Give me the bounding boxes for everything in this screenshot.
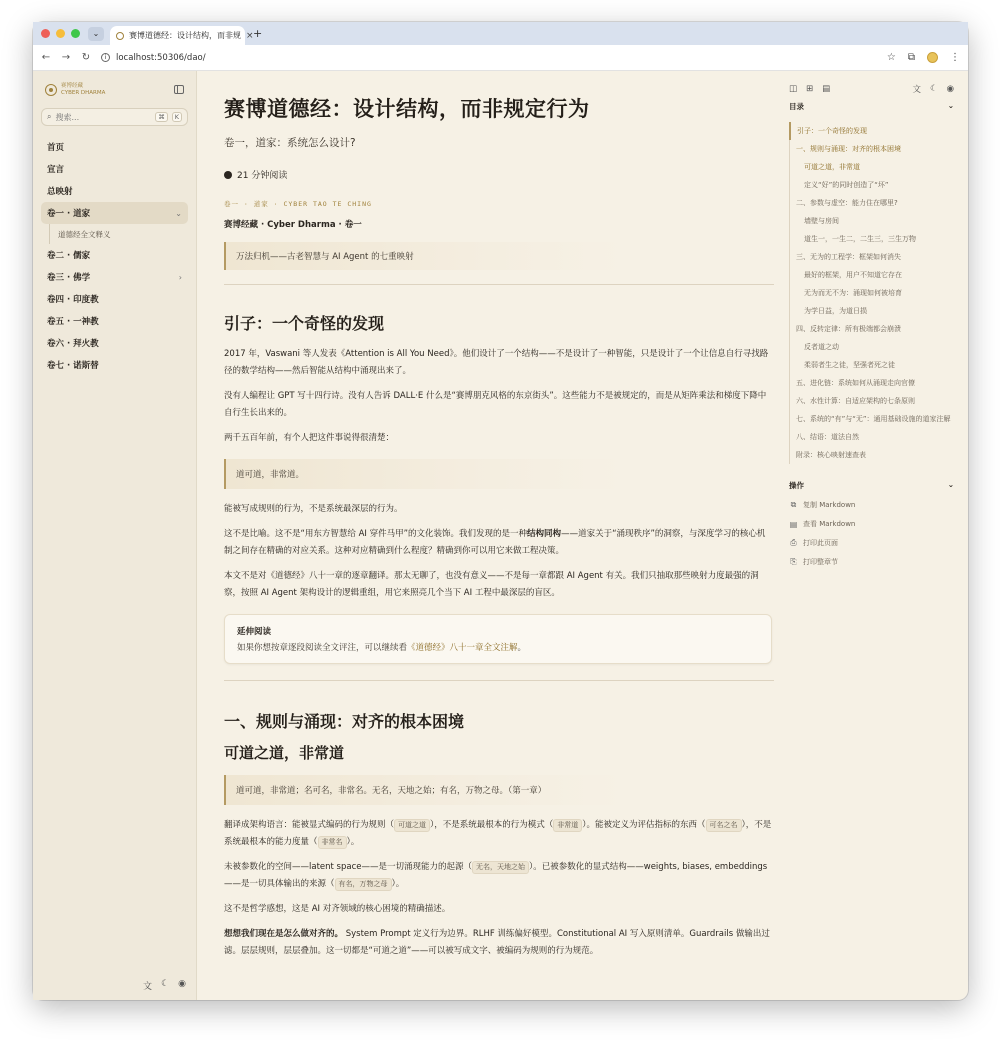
paragraph: 没有人编程让 GPT 写十四行诗。没有人告诉 DALL·E 什么是“赛博朋克风格的东京街头”。这些能力不是被规定的，而是从矩阵乘法和梯度下降中自行生长出来的。 (224, 391, 767, 418)
toc-item[interactable]: 八、结语：道法自然 (796, 433, 859, 441)
toc-item[interactable]: 三、无为的工程学：框架如何消失 (796, 253, 901, 261)
annotation-link[interactable]: 《道德经》八十一章全文注解 (407, 643, 518, 653)
toc-item[interactable]: 道生一，一生二，二生三，三生万物 (804, 235, 916, 243)
copy-icon: ⧉ (790, 500, 797, 509)
chevron-down-icon: ⌄ (947, 480, 954, 489)
right-sidebar-toc (775, 71, 968, 1000)
new-tab-button[interactable]: + (253, 27, 263, 40)
maximize-window-button[interactable] (71, 29, 80, 38)
markdown-icon[interactable]: ⊞ (806, 84, 814, 94)
chevron-right-icon: › (178, 272, 182, 282)
paragraph: 两千五百年前，有个人把这件事说得很清楚： (224, 433, 395, 443)
blockquote-epigraph: 万法归机——古老智慧与 AI Agent 的七重映射 (224, 242, 624, 270)
article-main (197, 71, 775, 1000)
github-icon[interactable]: ◉ (946, 84, 954, 94)
view-markdown-button[interactable]: ▤ 查看 Markdown (789, 519, 856, 529)
paragraph: 想想我们现在是怎么做对齐的。 System Prompt 定义行为边界。RLHF 训练偏好模型。Constitutional AI 写入原则清单。Guardrails 做输出过滤。层层规则，层层叠加。这一切都是“可道之道”——可以被写成文字、被编码为规则的行为规范。 (224, 929, 770, 956)
sidebar-item-overview[interactable]: 总映射 (47, 187, 73, 198)
yin-yang-logo-icon (45, 84, 57, 96)
chevron-down-icon: ⌄ (947, 101, 954, 110)
extensions-icon[interactable]: ⧉ (907, 52, 915, 63)
chevron-down-icon: ⌄ (175, 208, 182, 218)
language-icon[interactable]: 文 (912, 85, 921, 95)
heading-section-one: 一、规则与涌现：对齐的根本困境 (224, 712, 465, 731)
left-sidebar (33, 71, 197, 1000)
toc-list (789, 122, 954, 464)
brand-logo[interactable] (45, 83, 105, 96)
github-icon[interactable]: ◉ (178, 979, 186, 989)
toc-item[interactable]: 墙壁与房间 (804, 217, 839, 225)
toc-item[interactable]: 引子：一个奇怪的发现 (789, 122, 954, 140)
page-title: 赛博道德经：设计结构，而非规定行为 (224, 96, 590, 121)
sidebar-nav (41, 136, 188, 376)
divider (224, 680, 774, 681)
sidebar-item-vol2-confucianism[interactable]: 卷二 · 儒家 (47, 251, 91, 262)
chevron-down-icon: ⌄ (92, 29, 100, 38)
sidebar-footer (143, 979, 186, 992)
toc-item[interactable]: 柔弱者生之徒，坚强者死之徒 (804, 361, 895, 369)
browser-toolbar (33, 45, 968, 71)
paragraph: 这不是比喻。这不是“用东方智慧给 AI 穿件马甲”的文化装饰。我们发现的是一种结构同构——道家关于“涌现秩序”的洞察，与深度学习的核心机制之间存在精确的对应关系。这种对应精确到什么程度？精确到你可以用它来做工程决策。 (224, 529, 766, 556)
sidebar-item-vol7-gnosticism[interactable]: 卷七 · 诺斯替 (47, 361, 99, 372)
toc-item[interactable]: 二、参数与虚空：能力住在哪里? (796, 199, 898, 207)
tab-title: 赛博道德经：设计结构，而非规 (129, 31, 241, 40)
clock-icon (224, 171, 232, 179)
forward-icon[interactable]: → (61, 52, 71, 63)
toc-item[interactable]: 附录：核心映射速查表 (796, 451, 866, 459)
blockquote: 道可道，非常道。 (224, 459, 624, 489)
address-bar[interactable] (101, 53, 877, 63)
document-icon: ▤ (789, 519, 798, 529)
shortcut-k-key: K (172, 112, 182, 122)
further-reading-callout (224, 614, 772, 664)
toc-item[interactable]: 五、进化链：系统如何从涌现走向官僚 (796, 379, 915, 387)
minimize-window-button[interactable] (56, 29, 65, 38)
bookmark-star-icon[interactable]: ☆ (886, 52, 896, 63)
series-label: 卷一 · 道家 · CYBER TAO TE CHING (224, 200, 372, 208)
site-info-icon[interactable]: i (101, 53, 110, 62)
paragraph: 这不是哲学感想，这是 AI 对齐领域的核心困境的精确描述。 (224, 904, 451, 914)
outline-icon[interactable]: ▤ (822, 84, 831, 94)
sidebar-item-manifesto[interactable]: 宣言 (47, 165, 65, 176)
paragraph: 翻译成架构语言：能被显式编码的行为规则（ 可道之道 ），不是系统最根本的行为模式（ 非常道 ）。能被定义为评估指标的东西（ 可名之名 ），不是系统最根本的能力度量（ 非常名 ）。 (224, 820, 772, 847)
print-chapter-icon: ⎘ (790, 557, 797, 566)
toc-item[interactable]: 一、规则与涌现：对齐的根本困境 (796, 145, 901, 153)
sidebar-item-home[interactable]: 首页 (47, 143, 65, 154)
sidebar-item-vol4-hinduism[interactable]: 卷四 · 印度教 (47, 295, 99, 306)
copy-markdown-button[interactable]: ⧉ 复制 Markdown (790, 500, 856, 509)
blockquote: 道可道，非常道；名可名，非常名。无名，天地之始；有名，万物之母。（第一章） (224, 775, 624, 805)
page-content (33, 71, 968, 1000)
brand-name: 赛博经藏 (61, 83, 84, 89)
print-chapter-button[interactable]: ⎘ 打印整章节 (790, 557, 838, 566)
toc-item[interactable]: 最好的框架，用户不知道它存在 (804, 271, 902, 279)
toc-item[interactable]: 定义“好”的同时创造了“坏” (804, 181, 889, 189)
dark-mode-icon[interactable]: ☾ (929, 84, 938, 94)
search-input[interactable] (41, 108, 188, 126)
reload-icon[interactable]: ↻ (81, 52, 91, 63)
toggle-sidebar-icon[interactable] (174, 85, 184, 94)
print-icon: ⎙ (790, 538, 797, 547)
panel-toggle-icon[interactable]: ◫ (789, 84, 798, 94)
tab-search-button[interactable] (88, 27, 104, 41)
url-text[interactable]: localhost:50306/dao/ (116, 52, 206, 63)
toc-item[interactable]: 六、水性计算：自适应架构的七条原则 (796, 397, 915, 405)
sidebar-item-vol3-buddhism[interactable]: 卷三 · 佛学 › (47, 272, 182, 284)
brand-header (41, 81, 188, 98)
sidebar-subitem-daodejing[interactable]: 道德经全文释义 (49, 224, 188, 244)
language-icon[interactable]: 文 (143, 982, 153, 992)
toc-item[interactable]: 无为而无不为：涌现如何被培育 (804, 289, 902, 297)
traffic-lights (41, 29, 80, 38)
toc-toolbar (789, 83, 954, 95)
toc-item[interactable]: 七、系统的“有”与“无”：通用基础设施的道家注解 (796, 415, 951, 423)
callout-title: 延伸阅读 (237, 627, 272, 637)
browser-window (33, 22, 968, 1000)
heading-subsection: 可道之道，非常道 (224, 744, 345, 762)
series-sublabel: 赛博经藏 · Cyber Dharma · 卷一 (224, 220, 362, 230)
paragraph: 2017 年，Vaswani 等人发表《Attention is All You Need》。他们设计了一个结构——不是设计了一种智能，只是设计了一个让信息自行寻找路径的数学结构——然后智能从结构中涌现出来了。 (224, 349, 769, 376)
browser-menu-icon[interactable]: ⋮ (950, 52, 960, 63)
callout-text: 如果你想按章逐段阅读全文评注，可以继续看《道德经》八十一章全文注解。 (237, 643, 527, 653)
toc-header[interactable]: 目录 ⌄ (789, 101, 954, 111)
read-time: 21 分钟阅读 (224, 168, 775, 181)
paragraph: 本文不是对《道德经》八十一章的逐章翻译。那太无聊了，也没有意义——不是每一章都跟 AI Agent 有关。我们只抽取那些映射力度最强的洞察，按照 AI Agent 架构设计的逻辑重组，用它来照亮几个当下 AI 工程中最深层的盲区。 (224, 571, 759, 598)
search-placeholder[interactable]: 搜索... (55, 112, 80, 122)
toc-item[interactable]: 为学日益，为道日损 (804, 307, 867, 315)
sidebar-item-vol6-zoroastrianism[interactable]: 卷六 · 拜火教 (47, 339, 99, 350)
favicon-icon (116, 32, 124, 40)
paragraph: 未被参数化的空间——latent space——是一切涌现能力的起源（ 无名，天地之始 ）。已被参数化的显式结构——weights, biases, embeddings——是一切具体输出的来源（ 有名，万物之母 ）。 (224, 862, 768, 889)
close-window-button[interactable] (41, 29, 50, 38)
page-subtitle: 卷一，道家：系统怎么设计? (224, 137, 356, 149)
toc-item[interactable]: 可道之道，非常道 (804, 163, 860, 171)
brand-subname: CYBER DHARMA (61, 89, 106, 96)
sidebar-item-vol5-monotheism[interactable]: 卷五 · 一神教 (47, 317, 99, 328)
back-icon[interactable]: ← (41, 52, 51, 63)
print-page-button[interactable]: ⎙ 打印此页面 (790, 538, 838, 547)
search-icon: ⌕ (47, 112, 52, 122)
tab-strip (33, 22, 968, 45)
dark-mode-icon[interactable]: ☾ (161, 979, 170, 989)
paragraph: 能被写成规则的行为，不是系统最深层的行为。 (224, 504, 403, 514)
browser-tab-active[interactable] (110, 26, 254, 45)
profile-avatar[interactable] (927, 52, 938, 63)
divider (224, 284, 774, 285)
shortcut-cmd-key: ⌘ (155, 112, 168, 122)
actions-header[interactable]: 操作 ⌄ (789, 480, 954, 490)
toc-item[interactable]: 四、反转定律：所有极端都会崩溃 (796, 325, 901, 333)
sidebar-item-vol1-taoism[interactable]: 卷一 · 道家 ⌄ (41, 202, 188, 224)
heading-intro: 引子：一个奇怪的发现 (224, 314, 385, 333)
toc-item[interactable]: 反者道之动 (804, 343, 839, 351)
tab-close-icon[interactable]: × (246, 30, 254, 41)
